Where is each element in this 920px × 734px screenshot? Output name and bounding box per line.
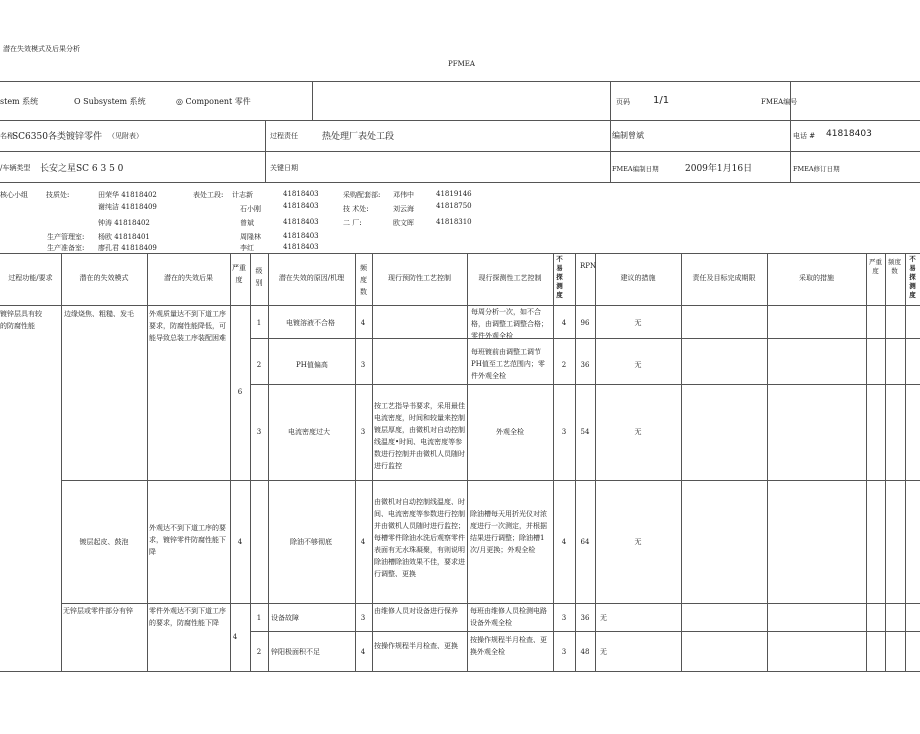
row-rpn: 36 (580, 361, 590, 369)
row-prevention: 按操作规程半月检查、更换 (374, 642, 458, 650)
pfmea-label: PFMEA (448, 60, 475, 68)
row-occurrence: 4 (360, 538, 366, 546)
team-member: 谢纯洁 41818409 (98, 203, 157, 211)
header-line-2 (0, 151, 920, 152)
team-member: 钟涛 41818402 (98, 219, 150, 227)
fmea-revision-label: FMEA修订日期 (793, 165, 840, 173)
col-line (767, 253, 768, 671)
team-member: 邓伟中 (393, 191, 414, 199)
row-detection: 3 (561, 648, 567, 656)
row-class: 2 (256, 361, 262, 369)
col-class: 级别 (255, 267, 263, 287)
row-rpn: 36 (580, 614, 590, 622)
row-rpn: 54 (580, 428, 590, 436)
system-option[interactable]: stem 系统 (0, 97, 39, 106)
row-line (61, 603, 920, 604)
table-header-bottom (0, 305, 920, 306)
team-member: 田荣华 41818402 (98, 191, 157, 199)
col-function: 过程功能/要求 (8, 274, 53, 282)
team-member: 欧文晖 (393, 219, 414, 227)
table-top-line (0, 253, 920, 254)
col-line (595, 253, 596, 671)
phone-value: 41818403 (826, 129, 872, 139)
col-line (355, 253, 356, 671)
team-member: 计志新 (232, 191, 253, 199)
team-member: 刘云海 (393, 205, 414, 213)
row-detection: 4 (561, 319, 567, 327)
team-member: 杨欧 41818401 (98, 233, 150, 241)
col-line (575, 253, 576, 671)
row-detection-control: 除油槽每天用折光仪对浓度进行一次测定，并根据结果进行调整；除油槽1次/月更换；外观全检 (470, 510, 547, 554)
row-cause: PH值偏高 (296, 361, 328, 369)
header-vline-b (265, 120, 266, 182)
fmea-number-label: FMEA编号 (761, 98, 798, 106)
header-vline-c (610, 81, 611, 182)
col-action-taken: 采取的措施 (799, 274, 834, 282)
col-responsibility: 责任及目标完成期限 (692, 274, 756, 282)
row-failure-mode: 无锌层或零件部分有锌 (63, 607, 133, 615)
team-prod-prep-label: 生产准备室: (47, 244, 85, 252)
team-tech-label: 技质处: (46, 191, 70, 199)
row-line (61, 480, 920, 481)
row-recommended: 无 (600, 614, 607, 622)
team-member: 廖孔君 41818409 (98, 244, 157, 252)
row-occurrence: 3 (360, 428, 366, 436)
col-severity: 严重度 (232, 264, 246, 284)
core-team-label: 核心小组 (0, 191, 28, 199)
col-line (467, 253, 468, 671)
row-cause: 电流密度过大 (288, 428, 330, 436)
process-responsibility-value: 热处理厂表处工段 (322, 132, 395, 142)
team-purchase-label: 采购配套部: (343, 191, 381, 199)
page-value: 1/1 (653, 95, 670, 106)
col-line (681, 253, 682, 671)
name-value: SC6350各类镀锌零件 (12, 132, 102, 142)
component-option[interactable]: ◎ Component 零件 (176, 97, 251, 106)
table-bottom-line (0, 671, 920, 672)
row-line (250, 631, 920, 632)
row-class: 2 (256, 648, 262, 656)
team-member: 周隆林 (240, 233, 261, 241)
fmea-date-label: FMEA编制日期 (612, 165, 659, 173)
team-phone: 41818403 (283, 190, 319, 198)
row-prevention: 按工艺指导书要求，采用最佳电流密度，时间和较量来控制镀层厚度，由微机对自动控制线温度•时间、电流密度等参数进行控制并由微机人员随时进行监控 (374, 402, 465, 470)
col-occurrence-2: 频度数 (888, 258, 901, 275)
row-cause: 除油不够彻底 (290, 538, 332, 546)
row-line (250, 338, 920, 339)
row-detection: 3 (561, 614, 567, 622)
row-occurrence: 3 (360, 361, 366, 369)
row-failure-mode: 镀层起皮、鼓泡 (79, 538, 129, 546)
col-recommended: 建议的措施 (620, 274, 656, 282)
row-line (250, 384, 920, 385)
team-phone: 41818403 (283, 202, 319, 210)
team-surface-label: 表处工段: (193, 191, 224, 199)
row-detection: 2 (561, 361, 567, 369)
row-failure-mode: 边缘烧焦、粗糙、发毛 (64, 310, 134, 318)
row-rpn: 64 (580, 538, 590, 546)
col-line (553, 253, 554, 671)
row-occurrence: 3 (360, 614, 366, 622)
row-effect: 零件外观达不到下道工序的要求，防腐性能下降 (149, 607, 226, 627)
team-phone: 41818403 (283, 243, 319, 251)
col-line (905, 253, 906, 671)
col-line (866, 253, 867, 671)
row-class: 1 (256, 614, 262, 622)
team-member: 曾斌 (240, 219, 254, 227)
col-detection-2: 不易探测度 (909, 255, 916, 299)
col-severity-2: 严重度 (869, 258, 882, 275)
row-recommended: 无 (634, 361, 642, 369)
team-member: 李红 (240, 244, 254, 252)
row-occurrence: 4 (360, 319, 366, 327)
page-label: 页码 (616, 98, 630, 106)
key-date-label: 关键日期 (270, 164, 298, 172)
row-detection: 4 (561, 538, 567, 546)
vehicle-value: 长安之星SC 6 3 5 0 (40, 164, 124, 174)
team-phone: 41818403 (283, 232, 319, 240)
subsystem-option[interactable]: O Subsystem 系统 (74, 97, 146, 106)
col-prevention: 现行预防性工艺控制 (388, 274, 451, 282)
col-cause: 潜在失效的原因/机理 (278, 274, 345, 282)
row-detection-control: 外观全检 (496, 428, 524, 436)
row-detection-control: 每班由维修人员检测电路设备外观全检 (470, 607, 547, 627)
row-occurrence: 4 (360, 648, 366, 656)
vehicle-label: /车辆类型 (0, 164, 31, 172)
row-rpn: 96 (580, 319, 590, 327)
col-line (885, 253, 886, 671)
row-detection-control: 按操作规程半月检查、更换外观全检 (470, 636, 547, 656)
row-recommended: 无 (634, 319, 642, 327)
name-note: （见附表） (108, 132, 143, 140)
prepared-by: 编制曾斌 (612, 131, 644, 140)
header-line-3 (0, 182, 920, 183)
row-prevention: 由维修人员对设备进行保养 (374, 607, 458, 615)
row-class: 3 (256, 428, 262, 436)
col-line (230, 253, 231, 671)
fmea-date-value: 2009年1月16日 (685, 164, 753, 174)
col-occurrence: 频度数 (360, 264, 367, 296)
row-severity: 4 (237, 538, 243, 546)
team-tech-dept-label: 技 术处: (343, 205, 369, 213)
document-title: 潜在失效模式及后果分析 (3, 45, 80, 53)
col-effect: 潜在的失效后果 (164, 274, 213, 282)
header-vline-a (312, 81, 313, 120)
name-label: 名称 (0, 132, 14, 140)
team-phone: 41818403 (283, 218, 319, 226)
phone-label: 电话 # (793, 132, 816, 140)
row-cause: 设备故障 (271, 614, 299, 622)
row-effect: 外观质量达不到下道工序要求，防腐性能降低，可能导致总装工序装配困难 (149, 310, 226, 342)
header-top-line (0, 81, 920, 82)
col-line (61, 253, 62, 671)
team-member: 石小刚 (240, 205, 261, 213)
row-cause: 锌阳极面积不足 (271, 648, 320, 656)
col-line (250, 253, 251, 671)
col-rpn: RPN (580, 262, 597, 270)
process-responsibility-label: 过程责任 (270, 132, 298, 140)
row-effect: 外观达不到下道工序的要求，镀锌零件防腐性能下降 (149, 524, 226, 556)
col-line (268, 253, 269, 671)
row-cause: 电镀溶液不合格 (286, 319, 335, 327)
header-line-1 (0, 120, 920, 121)
row-detection: 3 (561, 428, 567, 436)
team-phone: 41819146 (436, 190, 472, 198)
row-recommended: 无 (634, 428, 642, 436)
row-detection-control: 每周分析一次，如不合格，由调整工调整合格；零件外观全检 (471, 308, 548, 340)
row-rpn: 48 (580, 648, 590, 656)
team-phone: 41818750 (436, 202, 472, 210)
row-function: 镀锌层具有较 的防腐性能 (0, 310, 42, 330)
row-severity: 4 (232, 633, 238, 641)
col-failure-mode: 潜在的失效模式 (79, 274, 129, 282)
row-prevention: 由微机对自动控制线温度、时间、电流密度等参数进行控制并由微机人员随时进行监控；每槽零件除油水洗后观察零件表面有无水珠凝聚，有则说明除油槽除油效果不佳，要求进行调整、更换 (374, 498, 465, 578)
team-prod-mgmt-label: 生产管理室: (47, 233, 85, 241)
col-detection-control: 现行探测性工艺控制 (478, 274, 542, 282)
row-recommended: 无 (634, 538, 642, 546)
row-recommended: 无 (600, 648, 607, 656)
row-class: 1 (256, 319, 262, 327)
col-detection: 不易探测度 (556, 255, 563, 299)
row-severity: 6 (237, 388, 243, 396)
team-factory-label: 二 厂: (343, 219, 362, 227)
row-detection-control: 每班镀前由调整工调节PH值至工艺范围内；零件外观全检 (471, 348, 545, 380)
col-line (372, 253, 373, 671)
team-phone: 41818310 (436, 218, 472, 226)
